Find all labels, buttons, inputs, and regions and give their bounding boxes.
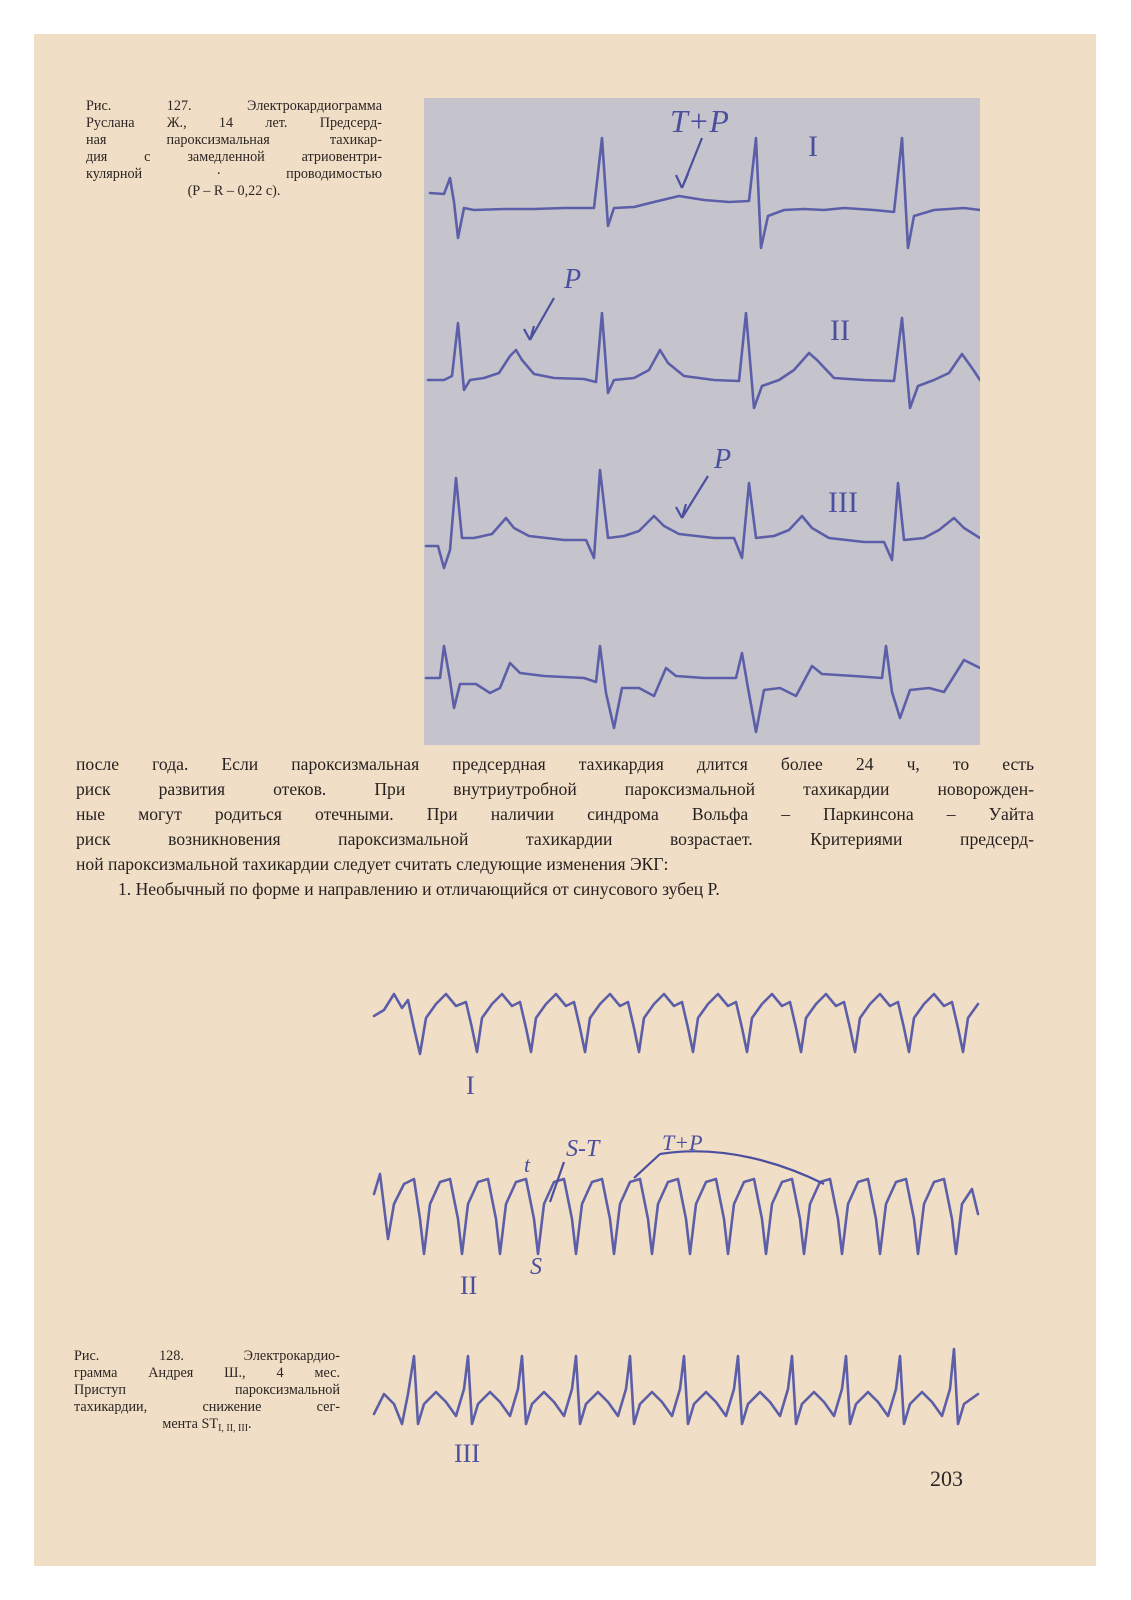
- ecg-trace-lead-1: [374, 994, 978, 1054]
- caption-text: мента ST: [162, 1416, 219, 1432]
- annotation-t-plus-p: T+P: [670, 103, 729, 139]
- page-number: 203: [930, 1466, 963, 1491]
- ecg-trace-lead-2: [374, 1174, 978, 1254]
- ecg-trace-lead-1: [430, 138, 980, 248]
- annotation-arrow: [676, 138, 702, 188]
- caption-line: (P – R – 0,22 с).: [187, 183, 281, 199]
- annotation-arrow: [634, 1151, 824, 1184]
- lead-label-iii: III: [828, 486, 858, 519]
- lead-label-i: I: [808, 130, 818, 163]
- paragraph-line: риск возникновения пароксизмальной тахикардии возрастает. Критериями предсерд-: [76, 829, 1034, 849]
- lead-label-ii: II: [460, 1271, 478, 1300]
- paragraph-line: после года. Если пароксизмальная предсердная тахикардия длится более 24 ч, то есть: [76, 754, 1034, 774]
- annotation-t: t: [524, 1152, 531, 1177]
- annotation-s-t: S-T: [566, 1136, 600, 1162]
- figure-127-ecg-traces: [424, 98, 980, 745]
- caption-line: [74, 1416, 340, 1437]
- ecg-trace-lead-4: [426, 646, 980, 732]
- list-item: 1. Необычный по форме и направлению и отличающийся от синусового зубец P.: [118, 879, 720, 899]
- paragraph-line: ной пароксизмальной тахикардии следует считать следующие изменения ЭКГ:: [76, 854, 669, 874]
- annotation-arrow: [524, 298, 554, 340]
- caption-line: Рис. 127. Электрокардиограмма: [86, 98, 382, 114]
- paragraph-line: риск развития отеков. При внутриутробной пароксизмальной тахикардии новорожден-: [76, 779, 1034, 799]
- lead-label-ii: II: [830, 314, 850, 347]
- ecg-trace-lead-3: [374, 1349, 978, 1424]
- ecg-trace-lead-2: [428, 313, 980, 408]
- caption-subscript: I, II, III: [218, 1423, 249, 1434]
- annotation-p: P: [714, 444, 732, 475]
- caption-text: .: [248, 1416, 252, 1432]
- caption-line: Руслана Ж., 14 лет. Предсерд-: [86, 115, 382, 131]
- annotation-arrow: [550, 1162, 564, 1202]
- caption-line: грамма Андрея Ш., 4 мес.: [74, 1365, 340, 1381]
- annotation-t-plus-p: T+P: [662, 1130, 703, 1155]
- figure-128-ecg: [364, 954, 984, 1464]
- figure-128-caption: [74, 1348, 340, 1437]
- body-text: [76, 752, 1034, 902]
- annotation-arrow: [676, 476, 708, 518]
- caption-line: кулярной · проводимостью: [86, 166, 382, 182]
- caption-line: Приступ пароксизмальной: [74, 1382, 340, 1398]
- annotation-s: S: [530, 1254, 542, 1280]
- lead-label-i: I: [466, 1071, 475, 1100]
- caption-line: ная пароксизмальная тахикар-: [86, 132, 382, 148]
- caption-line: Рис. 128. Электрокардио-: [74, 1348, 340, 1364]
- caption-line: дия с замедленной атриовентри-: [86, 149, 382, 165]
- figure-127-ecg: [424, 98, 980, 745]
- lead-label-iii: III: [454, 1439, 480, 1464]
- paragraph-line: ные могут родиться отечными. При наличии синдрома Вольфа – Паркинсона – Уайта: [76, 804, 1034, 824]
- caption-line: тахикардии, снижение сег-: [74, 1399, 340, 1415]
- book-page: [34, 34, 1096, 1566]
- annotation-p: P: [564, 264, 582, 295]
- figure-127-caption: [86, 98, 382, 200]
